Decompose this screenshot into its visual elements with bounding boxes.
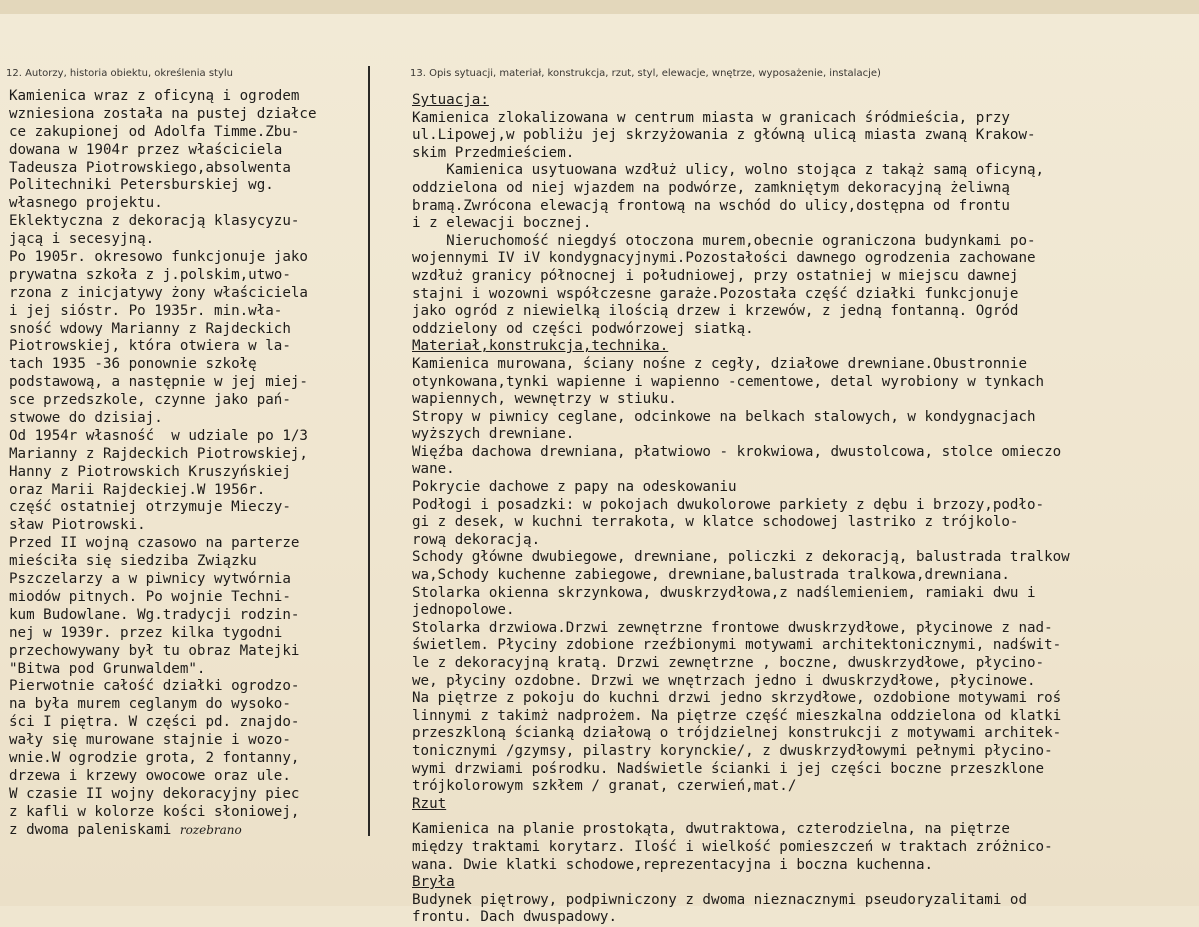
text-line: nej w 1939r. przez kilka tygodni [9,624,283,641]
text-line: Pszczelarzy a w piwnicy wytwórnia [9,571,291,588]
text-line: linnymi z takimż nadprożem. Na piętrze część mieszkalna oddzielona od klatki [412,707,1062,724]
line-gap [412,813,1197,821]
text-line: wzniesiona została na pustej działce [9,105,317,122]
text-line: ul.Lipowej,w pobliżu jej skrzyżowania z główną ulicą miasta zwaną Krakow- [412,127,1036,144]
text-line: wana. Dwie klatki schodowe,reprezentacyjna i boczna kuchenna. [412,856,934,873]
text-line: Eklektyczna z dekoracją klasycyzu- [9,213,300,230]
text-line: z kafli w kolorze kości słoniowej, [9,803,300,820]
section-heading: Sytuacja: [412,92,489,108]
text-line: wymi drzwiami pośrodku. Nadświetle ścianki i jej części boczne przeszklone [412,760,1045,777]
text-line: podstawową, a następnie w jej miej- [9,374,308,391]
text-line: trójkolorowym szkłem / granat, czerwień,mat./ [412,778,797,795]
text-line: drzewa i krzewy owocowe oraz ule. [9,767,291,784]
text-line: mieściła się siedziba Związku [9,553,257,570]
text-line: sność wdowy Marianny z Rajdeckich [9,320,291,337]
text-line: sce przedszkole, czynne jako pań- [9,392,291,409]
text-line: Nieruchomość niegdyś otoczona murem,obecnie ograniczona budynkami po- [412,232,1036,249]
text-line: na była murem ceglanym do wysoko- [9,696,291,713]
text-line: przechowywany był tu obraz Matejki [9,642,300,659]
text-line: Stolarka okienna skrzynkowa, dwuskrzydłowa,z nadślemieniem, ramiaki dwu i [412,584,1036,601]
text-line: przeszkloną ścianką działową o trójdzielnej konstrukcji z motywami architek- [412,725,1062,742]
section-heading: Bryła [412,874,455,891]
text-line: miodów pitnych. Po wojnie Techni- [9,588,291,605]
text-line: i z elewacji bocznej. [412,215,592,232]
text-line: Piotrowskiej, która otwiera w la- [9,338,291,355]
text-line: Na piętrze z pokoju do kuchni drzwi jedno skrzydłowe, ozdobione motywami roś [412,690,1062,707]
text-line: wnie.W ogrodzie grota, 2 fontanny, [9,749,300,766]
text-line: Od 1954r własność w udziale po 1/3 [9,427,308,444]
text-line: wały się murowane stajnie i wozo- [9,732,291,749]
text-line: między traktami korytarz. Ilość i wielkość pomieszczeń w traktach zróżnico- [412,838,1053,855]
text-line: kum Budowlane. Wg.tradycji rodzin- [9,606,300,623]
text-line: otynkowana,tynki wapienne i wapienno -cementowe, detal wyrobiony w tynkach [412,373,1045,390]
section-heading: Materiał,konstrukcja,technika. [412,338,669,355]
text-line: Więźba dachowa drewniana, płatwiowo - krokwiowa, dwustolcowa, stolce omieczo [412,443,1062,460]
text-line: Politechniki Petersburskiej wg. [9,177,274,194]
page-top-edge [0,0,1199,14]
text-line: wojennymi IV iV kondygnacyjnymi.Pozostałości dawnego ogrodzenia zachowane [412,250,1036,267]
text-line: Hanny z Piotrowskich Kruszyńskiej [9,463,291,480]
text-line: rową dekoracją. [412,531,541,548]
text-line: oraz Marii Rajdeckiej.W 1956r. [9,481,266,498]
text-line: oddzielony od części podwórzowej siatką. [412,320,754,337]
text-line: "Bitwa pod Grunwaldem". [9,660,206,677]
text-line: rzona z inicjatywy żony właściciela [9,284,308,301]
text-line: prywatna szkoła z j.polskim,utwo- [9,266,291,283]
text-line: Kamienica usytuowana wzdłuż ulicy, wolno stojąca z takąż samą oficyną, [412,162,1045,179]
text-line: z dwoma paleniskami rozebrano [9,821,242,838]
text-line: Podłogi i posadzki: w pokojach dwukolorowe parkiety z dębu i brzozy,podło- [412,496,1045,513]
text-line: tach 1935 -36 ponownie szkołę [9,356,257,373]
text-line: Kamienica na planie prostokąta, dwutraktowa, czterodzielna, na piętrze [412,821,1010,838]
text-line: oddzielona od niej wjazdem na podwórze, zamkniętym dekoracyjną żeliwną [412,179,1010,196]
text-line: stajni i wozowni współczesne garaże.Pozostała część działki funkcjonuje [412,285,1019,302]
text-line: Pokrycie dachowe z papy na odeskowaniu [412,479,737,496]
text-line: ce zakupionej od Adolfa Timme.Zbu- [9,123,300,140]
text-line: Budynek piętrowy, podpiwniczony z dwoma nieznacznymi pseudoryzalitami od [412,891,1027,908]
text-line: wzdłuż granicy północnej i południowej, przy ostatniej w miejscu dawnej [412,267,1019,284]
text-line: Po 1905r. okresowo funkcjonuje jako [9,249,308,266]
history-text-column [9,88,369,839]
text-line: bramą.Zwrócona elewacją frontową na wschód do ulicy,dostępna od frontu [412,197,1010,214]
left-column-header: 12. Autorzy, historia obiektu, określenia stylu [6,68,233,79]
text-line: Przed II wojną czasowo na parterze [9,535,300,552]
text-line: Stolarka drzwiowa.Drzwi zewnętrzne frontowe dwuskrzydłowe, płycinowe z nad- [412,619,1053,636]
text-line: tonicznymi /gzymsy, pilastry korynckie/, z dwuskrzydłowymi pełnymi płycino- [412,742,1053,759]
description-text-column [412,92,1197,927]
text-line: Marianny z Rajdeckich Piotrowskiej, [9,445,308,462]
text-line: Kamienica zlokalizowana w centrum miasta w granicach śródmieścia, przy [412,109,1010,126]
text-line: Kamienica murowana, ściany nośne z cegły, działowe drewniane.Obustronnie [412,355,1027,372]
text-line: i jej sióstr. Po 1935r. min.wła- [9,302,283,319]
text-line: Tadeusza Piotrowskiego,absolwenta [9,159,291,176]
text-line: skim Przedmieściem. [412,144,575,161]
text-line: jącą i secesyjną. [9,231,155,248]
text-line: gi z desek, w kuchni terrakota, w klatce schodowej lastriko z trójkolo- [412,514,1019,531]
text-line: stwowe do dzisiaj. [9,410,163,427]
text-line: sław Piotrowski. [9,517,146,534]
text-line: we, płyciny ozdobne. Drzwi we wnętrzach jedno i dwuskrzydłowe, płycinowe. [412,672,1036,689]
text-line: dowana w 1904r przez właściciela [9,141,283,158]
text-line: frontu. Dach dwuspadowy. [412,909,617,926]
text-line: jako ogród z niewielką ilością drzew i krzewów, z jedną fontanną. Ogród [412,303,1019,320]
text-line: W czasie II wojny dekoracyjny piec [9,785,300,802]
right-column-header: 13. Opis sytuacji, materiał, konstrukcja, rzut, styl, elewacje, wnętrze, wyposażenie, instalacje) [410,68,881,79]
section-heading: Rzut [412,795,447,812]
text-line: Stropy w piwnicy ceglane, odcinkowe na belkach stalowych, w kondygnacjach [412,408,1036,425]
text-line: le z dekoracyjną kratą. Drzwi zewnętrzne , boczne, dwuskrzydłowe, płycino- [412,655,1045,671]
text-line: Schody główne dwubiegowe, drewniane, policzki z dekoracją, balustrada tralkow [412,549,1070,566]
text-line: wyższych drewniane. [412,426,575,443]
text-line: własnego projektu. [9,195,163,212]
text-line: jednopolowe. [412,602,515,619]
text-line: ści I piętra. W części pd. znajdo- [9,714,300,731]
text-line: wa,Schody kuchenne zabiegowe, drewniane,balustrada tralkowa,drewniana. [412,567,1010,584]
text-line: część ostatniej otrzymuje Mieczy- [9,499,291,516]
text-line: wane. [412,461,455,478]
text-line: wapiennych, wewnętrzy w stiuku. [412,391,677,408]
handwritten-note: rozebrano [179,822,242,837]
text-line: Kamienica wraz z oficyną i ogrodem [9,88,300,104]
text-line: Pierwotnie całość działki ogrodzo- [9,678,300,695]
text-line: świetlem. Płyciny zdobione rzeźbionymi motywami architektonicznymi, nadświt- [412,637,1062,654]
